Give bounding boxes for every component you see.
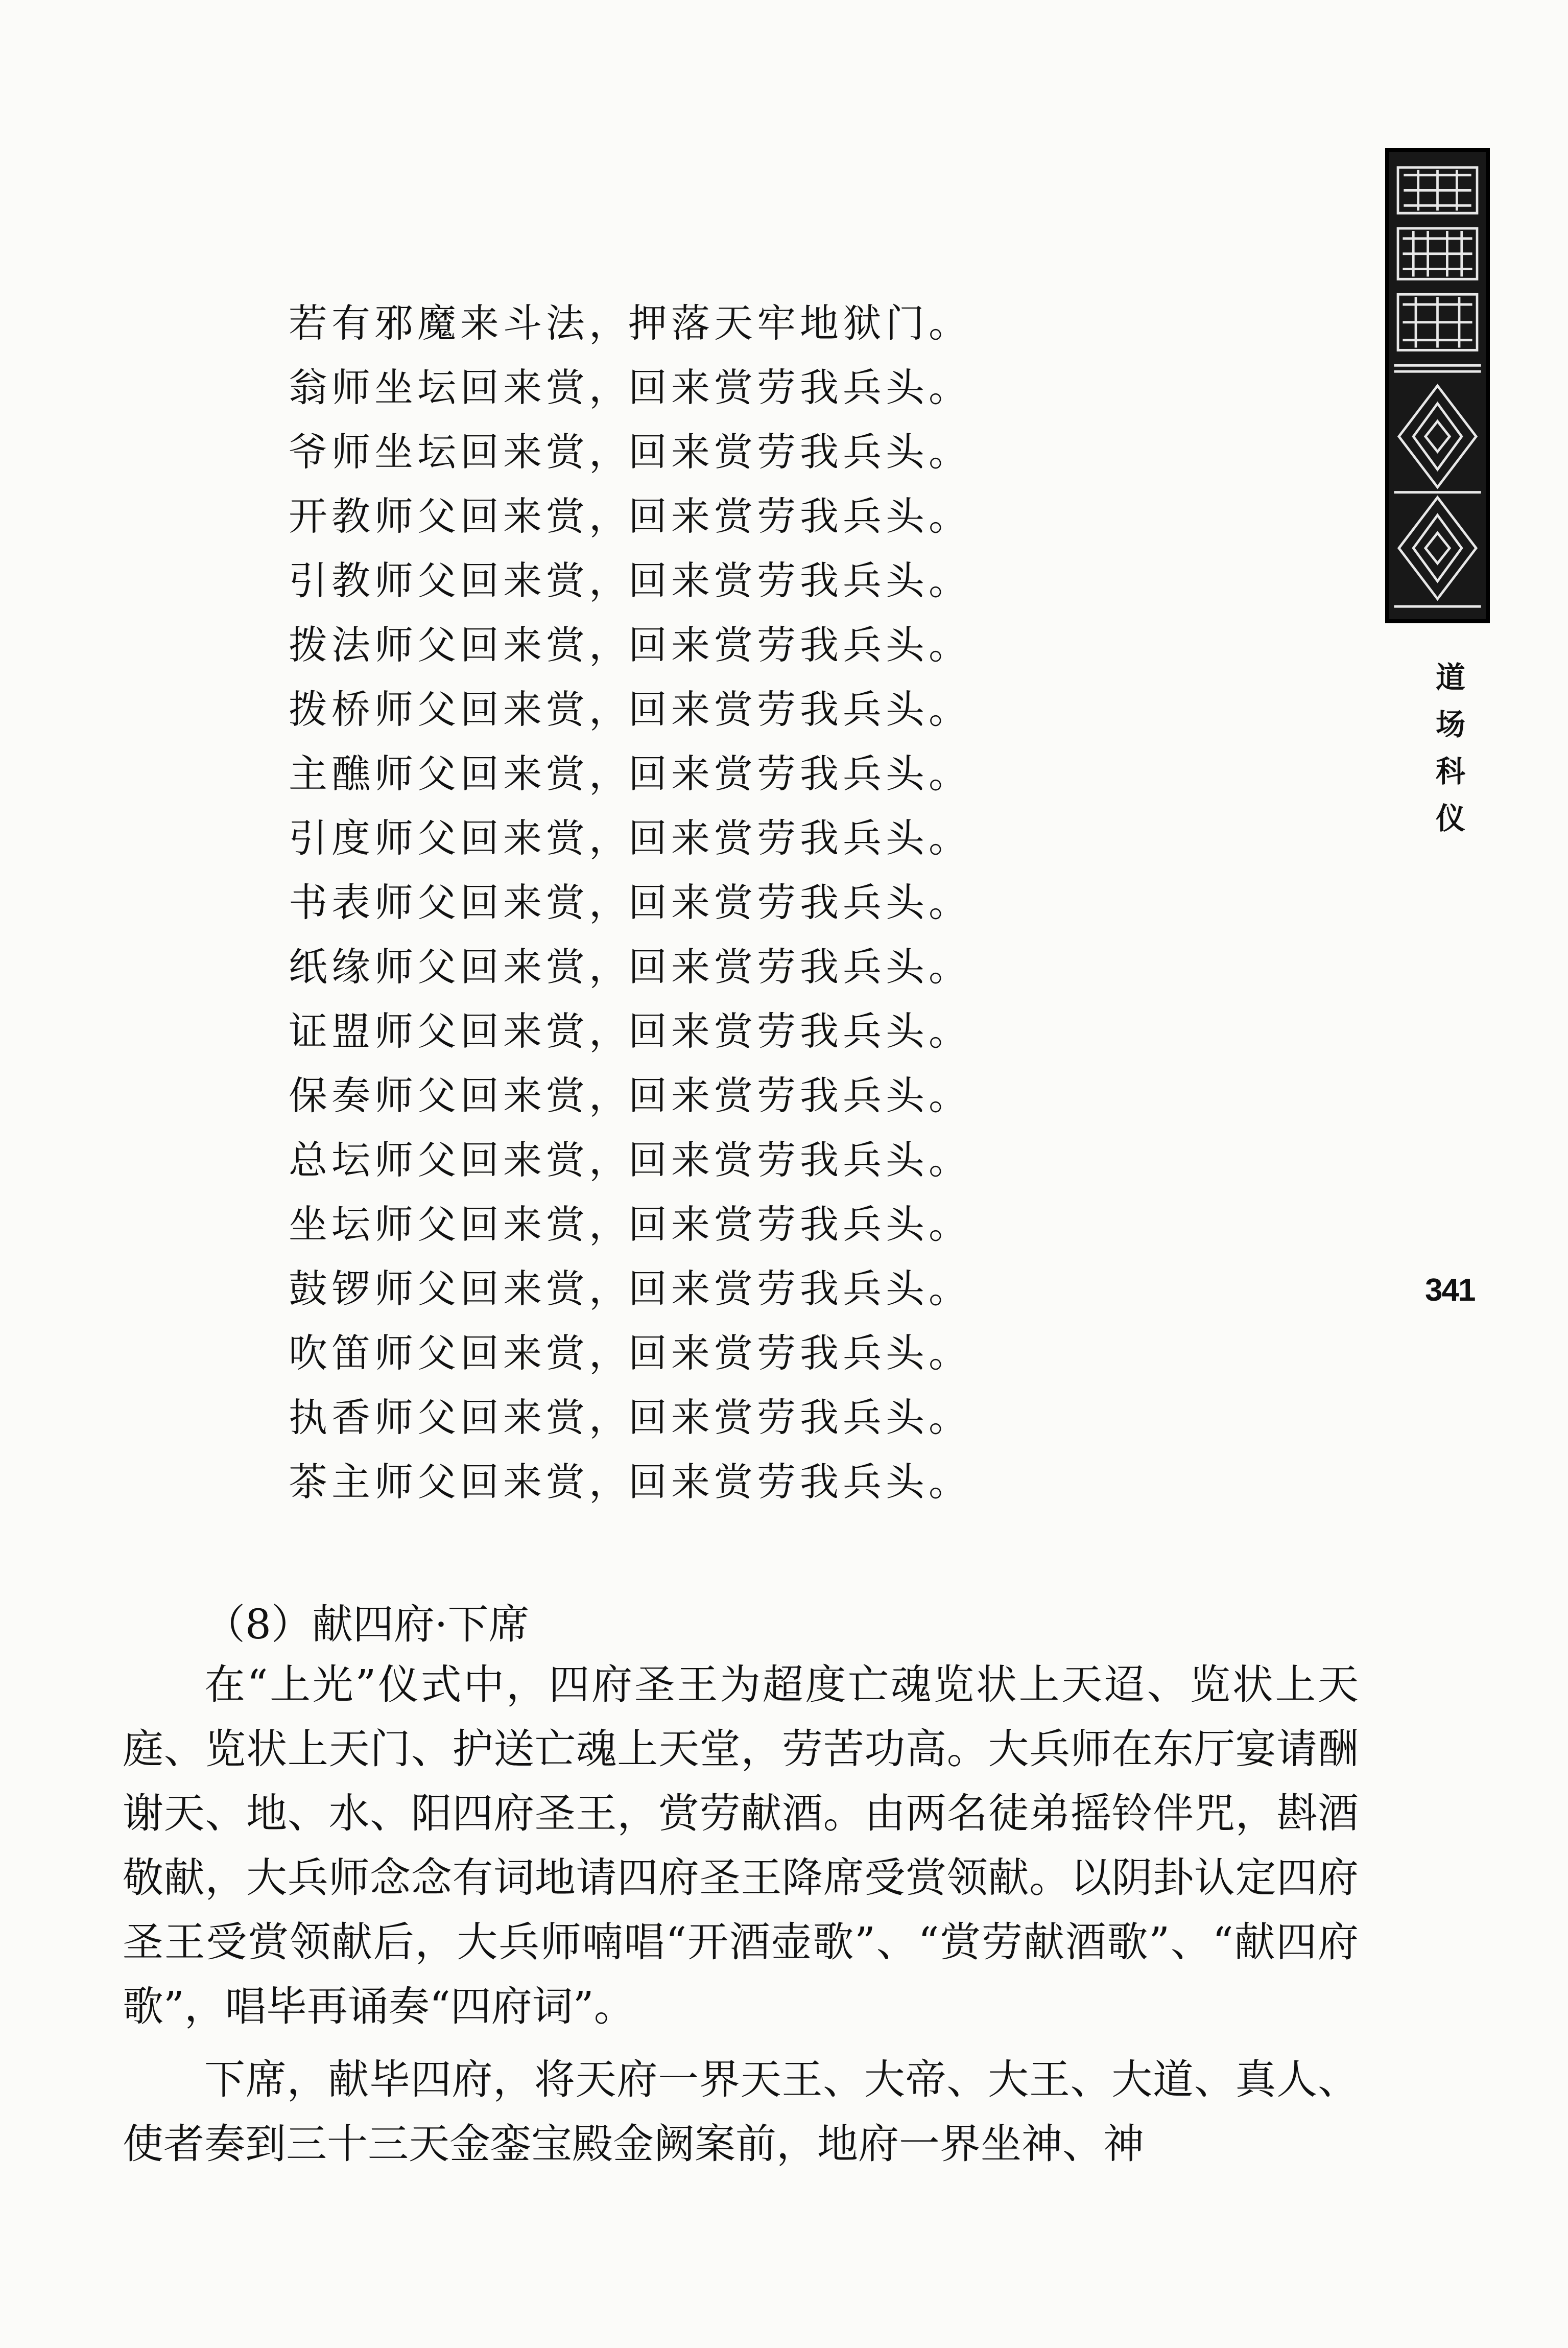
chapter-emblem (1385, 148, 1490, 623)
verse-line-first-half: 主醮师父回来赏， (289, 751, 632, 796)
verse-line-first-half: 总坛师父回来赏， (289, 1137, 632, 1183)
verse-line (289, 420, 1259, 484)
verse-line (289, 1128, 1259, 1192)
verse-block (289, 291, 1259, 1514)
verse-line-first-half: 拨桥师父回来赏， (289, 687, 632, 732)
verse-line (289, 806, 1259, 871)
paragraph-1: 在“上光”仪式中，四府圣王为超度亡魂览状上天迢、览状上天庭、览状上天门、护送亡魂上天堂，劳苦功高。大兵师在东厅宴请酬谢天、地、水、阳四府圣王，赏劳献酒。由两名徒弟摇铃伴咒，斟酒敬献，大兵师念念有词地请四府圣王降席受赏领献。以阴卦认定四府圣王受赏领献后，大兵师喃唱“开酒壶歌”、“赏劳献酒歌”、“献四府歌”，唱毕再诵奏“四府词”。 (123, 1661, 1359, 2030)
verse-line (289, 742, 1259, 806)
verse-line-second-half: 回来赏劳我兵头。 (628, 1395, 971, 1440)
verse-line-first-half: 保奏师父回来赏， (289, 1073, 632, 1118)
verse-line (289, 1386, 1259, 1450)
verse-line (289, 291, 1259, 356)
verse-line-second-half: 押落天牢地狱门。 (628, 300, 971, 346)
verse-line-second-half: 回来赏劳我兵头。 (628, 1137, 971, 1183)
verse-line-first-half: 证盟师父回来赏， (289, 1008, 632, 1054)
section-heading: （8）献四府·下席 (204, 1601, 530, 1648)
side-title-char: 科 (1435, 754, 1465, 789)
verse-line-second-half: 回来赏劳我兵头。 (628, 494, 971, 539)
verse-line-second-half: 回来赏劳我兵头。 (628, 1008, 971, 1054)
verse-line-second-half: 回来赏劳我兵头。 (628, 1459, 971, 1505)
verse-line-second-half: 回来赏劳我兵头。 (628, 1202, 971, 1247)
verse-line-second-half: 回来赏劳我兵头。 (628, 622, 971, 668)
verse-line (289, 1192, 1259, 1257)
verse-line (289, 356, 1259, 420)
decorative-pattern-icon (1389, 152, 1486, 619)
verse-line-second-half: 回来赏劳我兵头。 (628, 815, 971, 861)
verse-line (289, 1321, 1259, 1386)
verse-line-first-half: 爷师坐坛回来赏， (289, 429, 632, 475)
verse-line (289, 871, 1259, 935)
verse-line-first-half: 翁师坐坛回来赏， (289, 365, 632, 410)
verse-line-second-half: 回来赏劳我兵头。 (628, 1073, 971, 1118)
side-chapter-title (1433, 654, 1468, 842)
verse-line (289, 999, 1259, 1064)
verse-line-first-half: 开教师父回来赏， (289, 494, 632, 539)
verse-line-second-half: 回来赏劳我兵头。 (628, 429, 971, 475)
verse-line-first-half: 执香师父回来赏， (289, 1395, 632, 1440)
paragraph-2: 下席，献毕四府，将天府一界天王、大帝、大王、大道、真人、使者奏到三十三天金銮宝殿金阙案前，地府一界坐神、神 (123, 2056, 1359, 2168)
verse-line-second-half: 回来赏劳我兵头。 (628, 687, 971, 732)
verse-line-second-half: 回来赏劳我兵头。 (628, 1266, 971, 1311)
verse-line-second-half: 回来赏劳我兵头。 (628, 944, 971, 990)
verse-line-first-half: 引度师父回来赏， (289, 815, 632, 861)
verse-line-second-half: 回来赏劳我兵头。 (628, 1330, 971, 1376)
verse-line (289, 549, 1259, 613)
verse-line-first-half: 纸缘师父回来赏， (289, 944, 632, 990)
verse-line (289, 484, 1259, 549)
verse-line (289, 935, 1259, 999)
verse-line-second-half: 回来赏劳我兵头。 (628, 365, 971, 410)
verse-line-first-half: 坐坛师父回来赏， (289, 1202, 632, 1247)
page-number: 341 (1425, 1273, 1475, 1308)
verse-line-second-half: 回来赏劳我兵头。 (628, 880, 971, 925)
verse-line-second-half: 回来赏劳我兵头。 (628, 751, 971, 796)
verse-line-first-half: 茶主师父回来赏， (289, 1459, 632, 1505)
verse-line (289, 1450, 1259, 1514)
verse-line (289, 613, 1259, 677)
verse-line-first-half: 吹笛师父回来赏， (289, 1330, 632, 1376)
verse-line-first-half: 引教师父回来赏， (289, 558, 632, 603)
verse-line (289, 677, 1259, 742)
side-title-char: 仪 (1435, 801, 1465, 836)
verse-line-first-half: 若有邪魔来斗法， (289, 300, 632, 346)
side-title-char: 道 (1435, 660, 1465, 695)
verse-line-first-half: 拨法师父回来赏， (289, 622, 632, 668)
verse-line-first-half: 书表师父回来赏， (289, 880, 632, 925)
verse-line (289, 1064, 1259, 1128)
verse-line (289, 1257, 1259, 1321)
verse-line-first-half: 鼓锣师父回来赏， (289, 1266, 632, 1311)
verse-line-second-half: 回来赏劳我兵头。 (628, 558, 971, 603)
side-title-char: 场 (1435, 707, 1465, 742)
